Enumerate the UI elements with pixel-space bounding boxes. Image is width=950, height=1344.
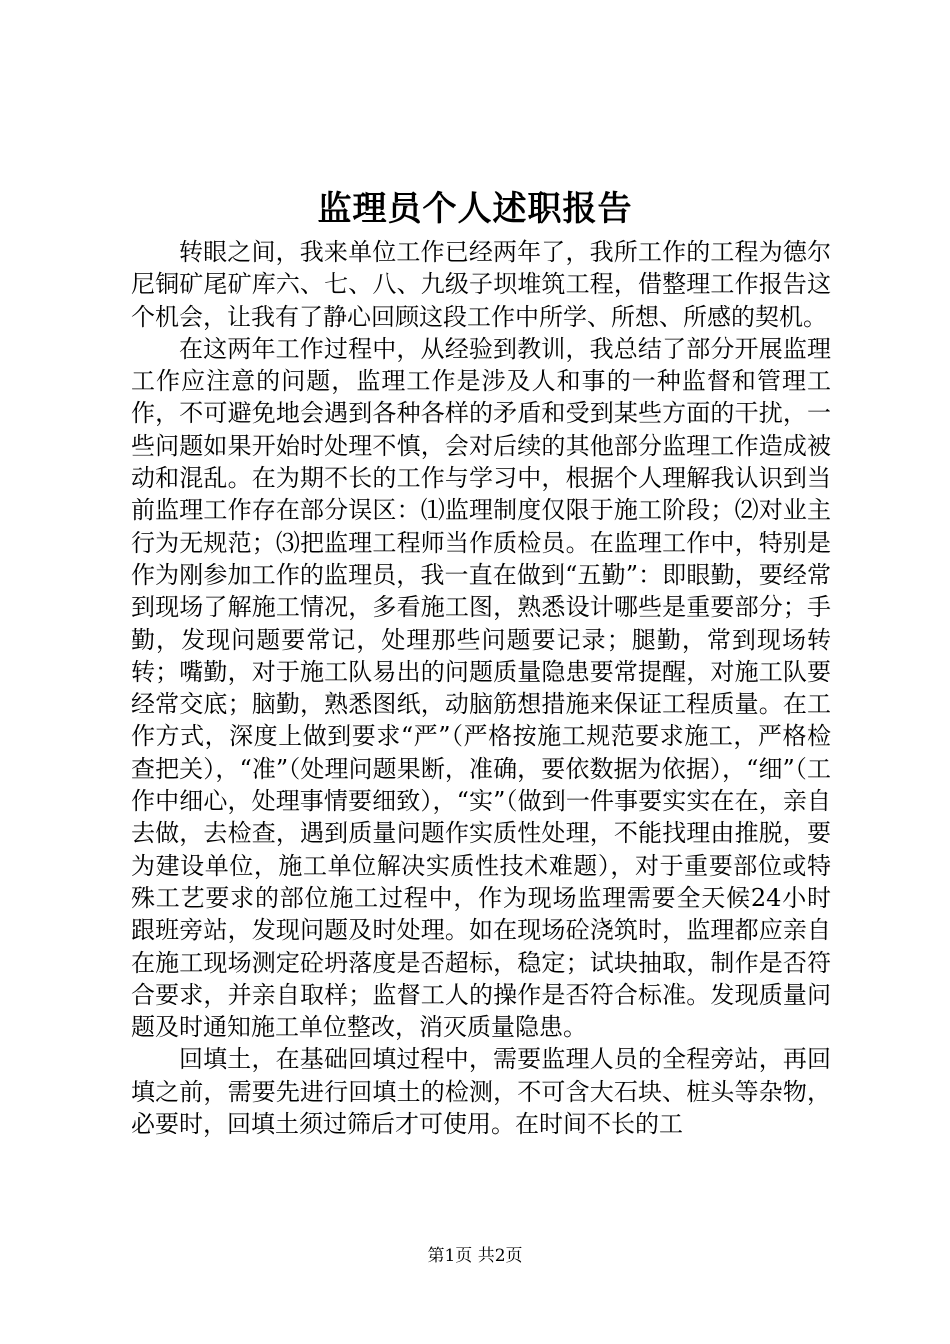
paragraph-intro: 转眼之间，我来单位工作已经两年了，我所工作的工程为德尔尼铜矿尾矿库六、七、八、九级子坝堆筑工程，借整理工作报告这个机会，让我有了静心回顾这段工作中所学、所想、所感的契机。 <box>131 238 831 331</box>
page-footer: 第1页 共2页 <box>427 1246 523 1266</box>
paragraph-backfill: 回填土，在基础回填过程中，需要监理人员的全程旁站，再回填之前，需要先进行回填土的检测，不可含大石块、桩头等杂物，必要时，回填土须过筛后才可使用。在时间不长的工 <box>131 1045 831 1139</box>
document-body <box>131 236 831 1140</box>
document-title: 监理员个人述职报告 <box>317 189 633 229</box>
paragraph-work-experience: 在这两年工作过程中，从经验到教训，我总结了部分开展监理工作应注意的问题，监理工作是涉及人和事的一种监督和管理工作，不可避免地会遇到各种各样的矛盾和受到某些方面的干扰，一些问题如果开始时处理不慎，会对后续的其他部分监理工作造成被动和混乱。在为期不长的工作与学习中，根据个人理解我认识到当前监理工作存在部分误区：⑴监理制度仅限于施工阶段；⑵对业主行为无规范；⑶把监理工程师当作质检员。在监理工作中，特别是作为刚参加工作的监理员，我一直在做到“五勤”：即眼勤，要经常到现场了解施工情况，多看施工图，熟悉设计哪些是重要部分；手勤，发现问题要常记，处理那些问题要记录；腿勤，常到现场转转；嘴勤，对于施工队易出的问题质量隐患要常提醒，对施工队要经常交底；脑勤，熟悉图纸，动脑筋想措施来保证工程质量。在工作方式，深度上做到要求“严”（严格按施工规范要求施工，严格检查把关），“准”（处理问题果断，准确，要依数据为依据），“细”（工作中细心，处理事情要细致），“实”（做到一件事要实实在在，亲自去做，去检查，遇到质量问题作实质性处理，不能找理由推脱，要为建设单位，施工单位解决实质性技术难题），对于重要部位或特殊工艺要求的部位施工过程中，作为现场监理需要全天候24小时跟班旁站，发现问题及时处理。如在现场砼浇筑时，监理都应亲自在施工现场测定砼坍落度是否超标，稳定；试块抽取，制作是否符合要求，并亲自取样；监督工人的操作是否符合标准。发现质量问题及时通知施工单位整改，消灭质量隐患。 <box>131 334 831 1042</box>
